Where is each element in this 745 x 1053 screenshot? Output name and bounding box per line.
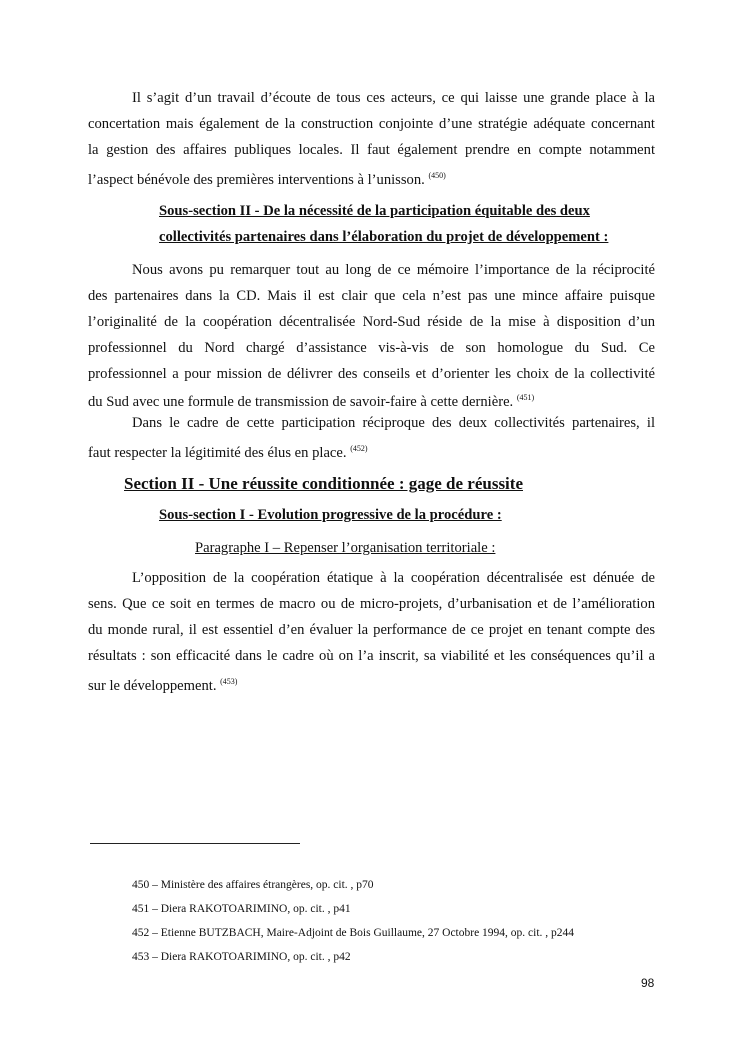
text-line: sens. Que ce soit en termes de macro ou de micro-projets, d’urbanisation et de l’amélioration bbox=[88, 596, 655, 612]
subsection-heading: Sous-section II - De la nécessité de la participation équitable des deux bbox=[159, 203, 590, 219]
text-line: L’opposition de la coopération étatique à la coopération décentralisée est dénuée de bbox=[132, 570, 655, 586]
text-line: professionnel du Nord chargé d’assistance vis-à-vis de son homologue du Sud. Ce bbox=[88, 340, 655, 356]
section-heading: Section II - Une réussite conditionnée : gage de réussite bbox=[124, 474, 523, 493]
footnote: 453 – Diera RAKOTOARIMINO, op. cit. , p42 bbox=[132, 951, 351, 963]
text-line: Dans le cadre de cette participation réciproque des deux collectivités partenaires, il bbox=[132, 415, 655, 431]
text-line: du monde rural, il est essentiel d’en évaluer la performance de ce projet en tenant compte des bbox=[88, 622, 655, 638]
text-line: professionnel a pour mission de délivrer des conseils et d’orienter les choix de la collectivité bbox=[88, 366, 655, 382]
footnote: 450 – Ministère des affaires étrangères, op. cit. , p70 bbox=[132, 879, 374, 891]
text: sur le développement. bbox=[88, 678, 217, 694]
text-line: Il s’agit d’un travail d’écoute de tous ces acteurs, ce qui laisse une grande place à la bbox=[132, 90, 655, 106]
footnote-ref: (453) bbox=[220, 677, 238, 686]
subsection-heading: collectivités partenaires dans l’élaboration du projet de développement : bbox=[159, 229, 609, 245]
footnote-ref: (451) bbox=[516, 393, 535, 402]
footnote-separator bbox=[90, 843, 300, 844]
text-line bbox=[88, 440, 655, 462]
text-line: l’originalité de la coopération décentralisée Nord-Sud réside de la mise à disposition d’un bbox=[88, 314, 655, 330]
footnote-ref: (452) bbox=[350, 444, 368, 453]
text: faut respecter la légitimité des élus en place. bbox=[88, 445, 347, 461]
footnote-ref: (450) bbox=[428, 171, 446, 180]
paragraph-heading: Paragraphe I – Repenser l’organisation territoriale : bbox=[195, 540, 496, 556]
text-line: résultats : son efficacité dans le cadre où on l’a inscrit, sa viabilité et les conséquences qu’il a bbox=[88, 648, 655, 664]
text-line bbox=[88, 673, 655, 695]
footnote: 451 – Diera RAKOTOARIMINO, op. cit. , p41 bbox=[132, 903, 351, 915]
text: l’aspect bénévole des premières interventions à l’unisson. bbox=[88, 172, 425, 188]
text-line: Nous avons pu remarquer tout au long de ce mémoire l’importance de la réciprocité bbox=[132, 262, 655, 278]
footnote: 452 – Etienne BUTZBACH, Maire-Adjoint de Bois Guillaume, 27 Octobre 1994, op. cit. , p244 bbox=[132, 927, 575, 939]
text-line: des partenaires dans la CD. Mais il est clair que cela n’est pas une mince affaire puisque bbox=[88, 288, 655, 304]
subsection-heading: Sous-section I - Evolution progressive de la procédure : bbox=[159, 507, 502, 523]
text: du Sud avec une formule de transmission de savoir-faire à cette dernière. bbox=[88, 394, 514, 410]
text-line: concertation mais également de la construction conjointe d’une stratégie adéquate concernant bbox=[88, 116, 655, 132]
page-number: 98 bbox=[641, 976, 655, 990]
text-line bbox=[88, 167, 655, 189]
text-line bbox=[88, 389, 655, 411]
text-line: la gestion des affaires publiques locales. Il faut également prendre en compte notamment bbox=[88, 142, 655, 158]
